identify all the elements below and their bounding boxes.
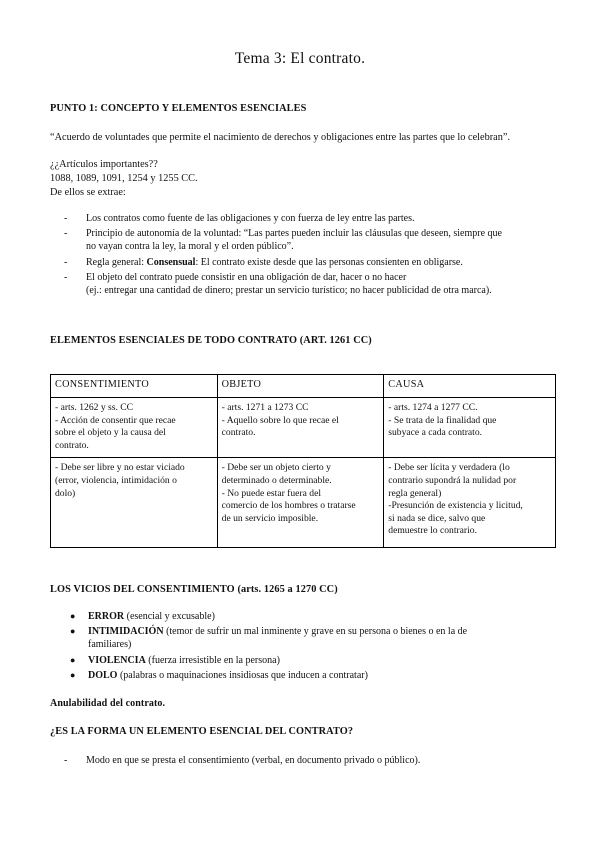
page-title: Tema 3: El contrato.	[234, 50, 366, 67]
bullet-icon: ●	[70, 626, 76, 636]
essential-elements-table	[50, 374, 556, 548]
bullet-icon: ●	[70, 655, 76, 665]
table-cell: - arts. 1271 a 1273 CC - Aquello sobre lo que recae el contrato.	[217, 398, 384, 458]
table-cell: - Debe ser un objeto cierto y determinado o determinable. - No puede estar fuera del comercio de los hombres o tratarse de un servicio imposible.	[217, 458, 384, 548]
table-cell: - Debe ser lícita y verdadera (lo contrario supondrá la nulidad por regla general) -Presunción de existencia y licitud, si nada se dice, salvo que demuestre lo contrario.	[384, 458, 556, 548]
table-header-cell: CAUSA	[384, 375, 556, 398]
table-cell: - Debe ser libre y no estar viciado (error, violencia, intimidación o dolo)	[51, 458, 218, 548]
section-heading-vicios: LOS VICIOS DEL CONSENTIMIENTO (arts. 1265 a 1270 CC)	[50, 584, 338, 595]
articles-question: ¿¿Artículos importantes??	[50, 159, 158, 170]
table-cell: - arts. 1274 a 1277 CC. - Se trata de la finalidad que subyace a cada contrato.	[384, 398, 556, 458]
extract-intro: De ellos se extrae:	[50, 187, 126, 198]
document-page: Tema 3: El contrato. PUNTO 1: CONCEPTO Y ELEMENTOS ESENCIALES “Acuerdo de voluntades que permite el nacimiento de derechos y obligaciones entre las partes que lo celebran”. ¿¿Artículos importantes?? 1088, 1089, 1091, 1254 y 1255 CC. De ellos se extrae: - Los contratos como fuente de las obligaciones y con fuerza de ley entre las partes. - Principio de autonomía de la voluntad: “Las partes pueden incluir las cláusulas que deseen, siempre que no vayan contra la ley, la moral y el orden público”. - Regla general: Consensual: El contrato existe desde que las personas consienten en obligarse. - El objeto del contrato puede consistir en una obligación de dar, hacer o no hacer (ej.: entregar una cantidad de dinero; prestar un servicio turístico; no hacer publicidad de otra marca). ELEMENTOS ESENCIALES DE TODO CONTRATO (ART. 1261 CC) CONSENTIMIENTO OBJETO CAUSA - arts. 1262 y ss. CC - Acción de consentir que recae sobre el objeto y la causa del contrato. - arts. 1271 a 1273 CC - Aquello sobre lo que recae el contrato. - arts. 1274 a 1277 CC. - Se trata de la finalidad que subyace a cada contrato. - Debe ser libre y no estar viciado (error, violencia, intimidación o dolo) - Debe ser un objeto cierto y determinado o determinable. - No puede estar fuera del comercio de los hombres o tratarse de un servicio imposible. - Debe ser lícita y verdadera (lo contrario supondrá la nulidad por regla general) -Presunción de existencia y licitud, si nada se dice, salvo que demuestre lo contrario. LOS VICIOS DEL CONSENTIMIENTO (arts. 1265 a 1270 CC) ● ERROR (esencial y excusable) ● INTIMIDACIÓN (temor de sufrir un mal inminente y grave en su persona o bienes o en la de familiares) ● VIOLENCIA (fuerza irresistible en la persona) ● DOLO (palabras o maquinaciones insidiosas que inducen a contratar) Anulabilidad del contrato. ¿ES LA FORMA UN ELEMENTO ESENCIAL DEL CONTRATO? - Modo en que se presta el consentimiento (verbal, en documento privado o público).	[0, 0, 600, 848]
bullet-icon: ●	[70, 670, 76, 680]
bullet-icon: ●	[70, 611, 76, 621]
section-heading-concepto: PUNTO 1: CONCEPTO Y ELEMENTOS ESENCIALES	[50, 103, 307, 114]
table-header-cell: OBJETO	[217, 375, 384, 398]
table-header-cell: CONSENTIMIENTO	[51, 375, 218, 398]
section-heading-forma: ¿ES LA FORMA UN ELEMENTO ESENCIAL DEL CONTRATO?	[50, 726, 354, 737]
table-header-row	[51, 375, 556, 398]
section-heading-elementos: ELEMENTOS ESENCIALES DE TODO CONTRATO (ART. 1261 CC)	[50, 335, 372, 346]
anulabilidad-note: Anulabilidad del contrato.	[50, 698, 166, 709]
table-row	[51, 398, 556, 458]
table-row	[51, 458, 556, 548]
articles-list: 1088, 1089, 1091, 1254 y 1255 CC.	[50, 173, 198, 184]
table-cell: - arts. 1262 y ss. CC - Acción de consentir que recae sobre el objeto y la causa del contrato.	[51, 398, 218, 458]
definition-quote: “Acuerdo de voluntades que permite el nacimiento de derechos y obligaciones entre las partes que lo celebran”.	[50, 132, 511, 143]
